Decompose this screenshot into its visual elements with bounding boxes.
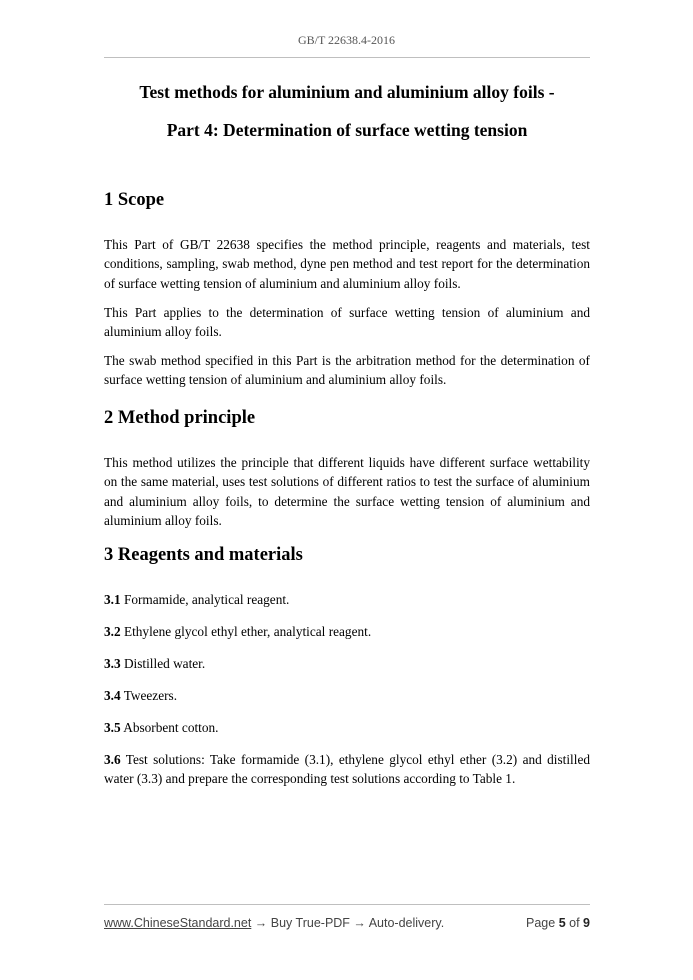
reagent-item-text: Distilled water. (120, 656, 206, 671)
site-link[interactable]: www.ChineseStandard.net (104, 916, 252, 930)
document-title-line1: Test methods for aluminium and aluminium alloy foils - (139, 82, 555, 102)
header-divider (104, 57, 590, 58)
reagent-item-number: 3.6 (104, 752, 121, 767)
footer-tagline: → Buy True-PDF → Auto-delivery. (251, 916, 445, 930)
section-heading-reagents: 3 Reagents and materials (104, 545, 303, 565)
section-heading-scope: 1 Scope (104, 190, 165, 210)
footer-promo (104, 916, 444, 930)
reagent-item-number: 3.4 (104, 688, 121, 703)
reagent-item-number: 3.2 (104, 624, 121, 639)
reagent-item (104, 718, 590, 737)
reagent-item (104, 654, 590, 673)
reagent-item (104, 590, 590, 609)
reagent-item-text: Tweezers. (120, 688, 178, 703)
page-current: 5 (558, 916, 566, 930)
reagent-item-number: 3.5 (104, 720, 121, 735)
reagent-item (104, 622, 590, 641)
reagent-item-number: 3.1 (104, 592, 121, 607)
document-header: GB/T 22638.4-2016 (297, 33, 396, 47)
page-indicator (526, 916, 590, 930)
reagent-item-number: 3.3 (104, 656, 121, 671)
reagent-item-text: Test solutions: Take formamide (3.1), ethylene glycol ethyl ether (3.2) and distilled water (3.3) and prepare the corresponding test solutions according to Table 1. (104, 752, 590, 787)
reagent-item-text: Absorbent cotton. (120, 720, 219, 735)
reagent-item (104, 686, 590, 705)
page-of: of (569, 916, 580, 930)
reagent-item-text: Formamide, analytical reagent. (120, 592, 290, 607)
page-total: 9 (583, 916, 590, 930)
page-word: Page (526, 916, 556, 930)
section-heading-principle: 2 Method principle (104, 408, 256, 428)
reagent-item-text: Ethylene glycol ethyl ether, analytical reagent. (120, 624, 372, 639)
scope-paragraph-3: The swab method specified in this Part is the arbitration method for the determination of surface wetting tension of aluminium and aluminium alloy foils. (104, 353, 590, 388)
document-title-line2: Part 4: Determination of surface wetting tension (166, 120, 528, 140)
footer-divider (104, 904, 590, 905)
reagent-item (104, 750, 590, 789)
scope-paragraph-1: This Part of GB/T 22638 specifies the method principle, reagents and materials, test conditions, sampling, swab method, dyne pen method and test report for the determination of surface wetting tension of aluminium and aluminium alloy foils. (104, 237, 590, 291)
principle-paragraph-1: This method utilizes the principle that different liquids have different surface wettability on the same material, uses test solutions of different ratios to test the surface of aluminium and aluminium alloy foils, to determine the surface wetting tension of aluminium and aluminium alloy foils. (104, 455, 590, 528)
scope-paragraph-2: This Part applies to the determination of surface wetting tension of aluminium and aluminium alloy foils. (104, 305, 590, 340)
